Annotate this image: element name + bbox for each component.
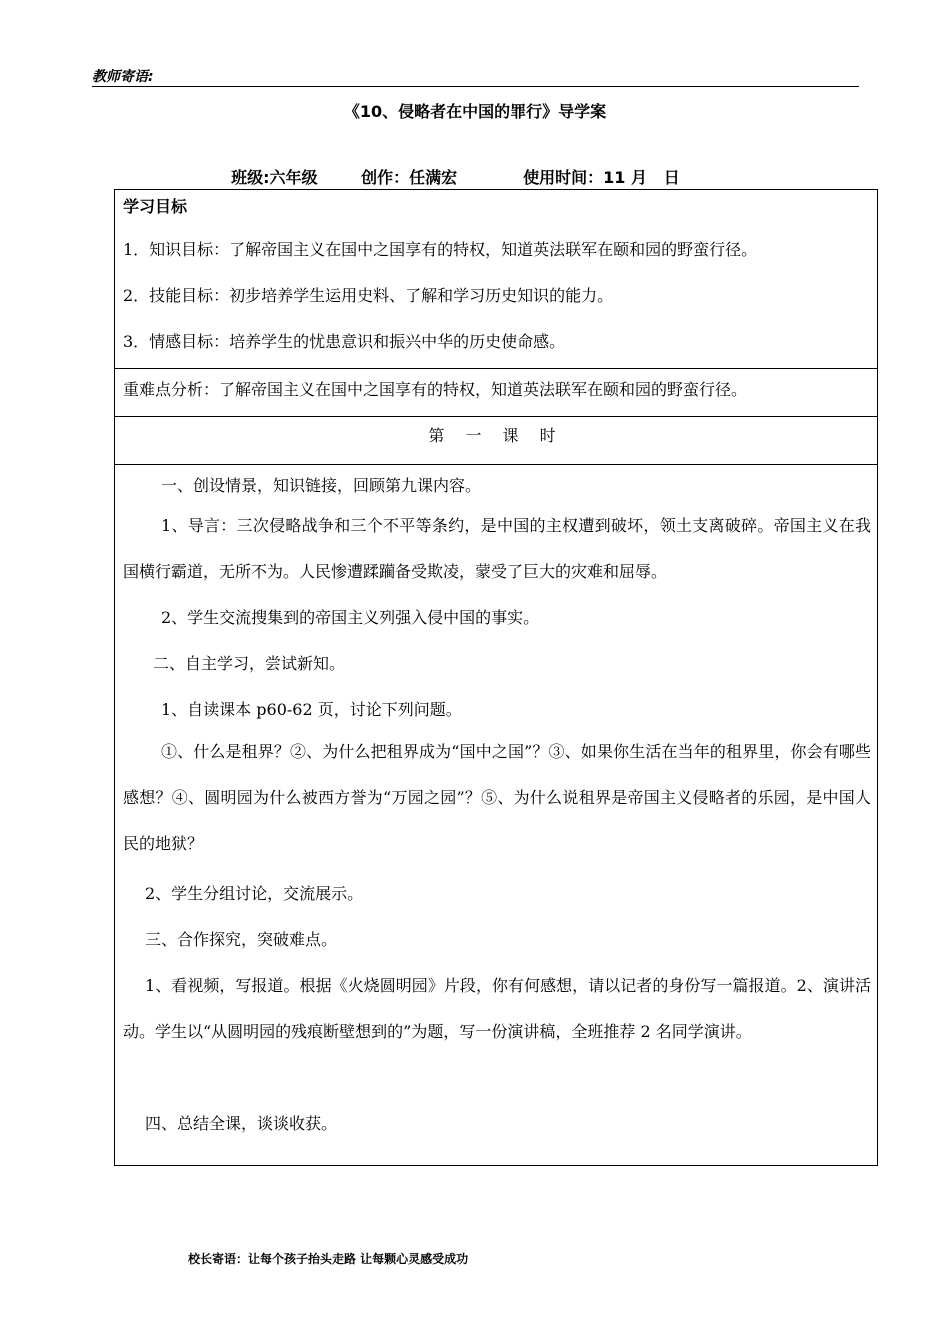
document-title: 《10、侵略者在中国的罪行》导学案 [343, 102, 607, 121]
paragraph-lead-in: 1、导言：三次侵略战争和三个不平等条约，是中国的主权遭到破坏，领土支离破碎。帝国主义在我国横行霸道，无所不为。人民惨遭蹂躏备受欺凌，蒙受了巨大的灾难和屈辱。 [123, 516, 871, 581]
lesson-label-cell [114, 416, 878, 465]
learning-goals-heading: 学习目标 [123, 197, 188, 216]
paragraph-self-study-step: 二、自主学习，尝试新知。 [153, 654, 346, 673]
paragraph-group-discussion: 2、学生分组讨论，交流展示。 [145, 884, 364, 903]
principal-message: 校长寄语：让每个孩子抬头走路 让每颗心灵感受成功 [188, 1252, 469, 1266]
goal-emotion: 3．情感目标：培养学生的忧患意识和振兴中华的历史使命感。 [123, 332, 566, 351]
lesson-label: 第 一 课 时 [428, 426, 564, 445]
paragraph-explore-step: 三、合作探究，突破难点。 [145, 930, 338, 949]
paragraph-student-share: 2、学生交流搜集到的帝国主义列强入侵中国的事实。 [161, 608, 540, 627]
teacher-note-label: 教师寄语: [92, 69, 154, 85]
focus-analysis-cell [114, 368, 878, 417]
paragraph-intro-step: 一、创设情景，知识链接，回顾第九课内容。 [161, 476, 482, 495]
lesson-body-cell [114, 464, 878, 1166]
learning-goals-cell [114, 189, 878, 369]
paragraph-read-textbook: 1、自读课本 p60-62 页，讨论下列问题。 [161, 700, 462, 719]
header-rule [92, 86, 859, 87]
class-info: 班级:六年级 [231, 168, 318, 187]
paragraph-questions: ①、什么是租界？②、为什么把租界成为“国中之国”？③、如果你生活在当年的租界里，你会有哪些感想？④、圆明园为什么被西方誉为“万园之园”？⑤、为什么说租界是帝国主义侵略者的乐园，是中国人民的地狱？ [123, 742, 871, 853]
goal-skill: 2．技能目标：初步培养学生运用史料、了解和学习历史知识的能力。 [123, 286, 614, 305]
time-info: 使用时间：11 月 日 [523, 168, 680, 187]
paragraph-activities: 1、看视频，写报道。根据《火烧圆明园》片段，你有何感想，请以记者的身份写一篇报道。2、演讲活动。学生以“从圆明园的残痕断壁想到的”为题，写一份演讲稿，全班推荐 2 名同学演讲。 [123, 976, 871, 1041]
paragraph-summary-step: 四、总结全课，谈谈收获。 [145, 1114, 338, 1133]
author-info: 创作：任满宏 [361, 168, 458, 187]
meta-line [220, 146, 680, 188]
goal-knowledge: 1．知识目标：了解帝国主义在国中之国享有的特权，知道英法联军在颐和园的野蛮行径。 [123, 240, 758, 259]
focus-analysis-text: 重难点分析：了解帝国主义在国中之国享有的特权，知道英法联军在颐和园的野蛮行径。 [123, 380, 748, 399]
